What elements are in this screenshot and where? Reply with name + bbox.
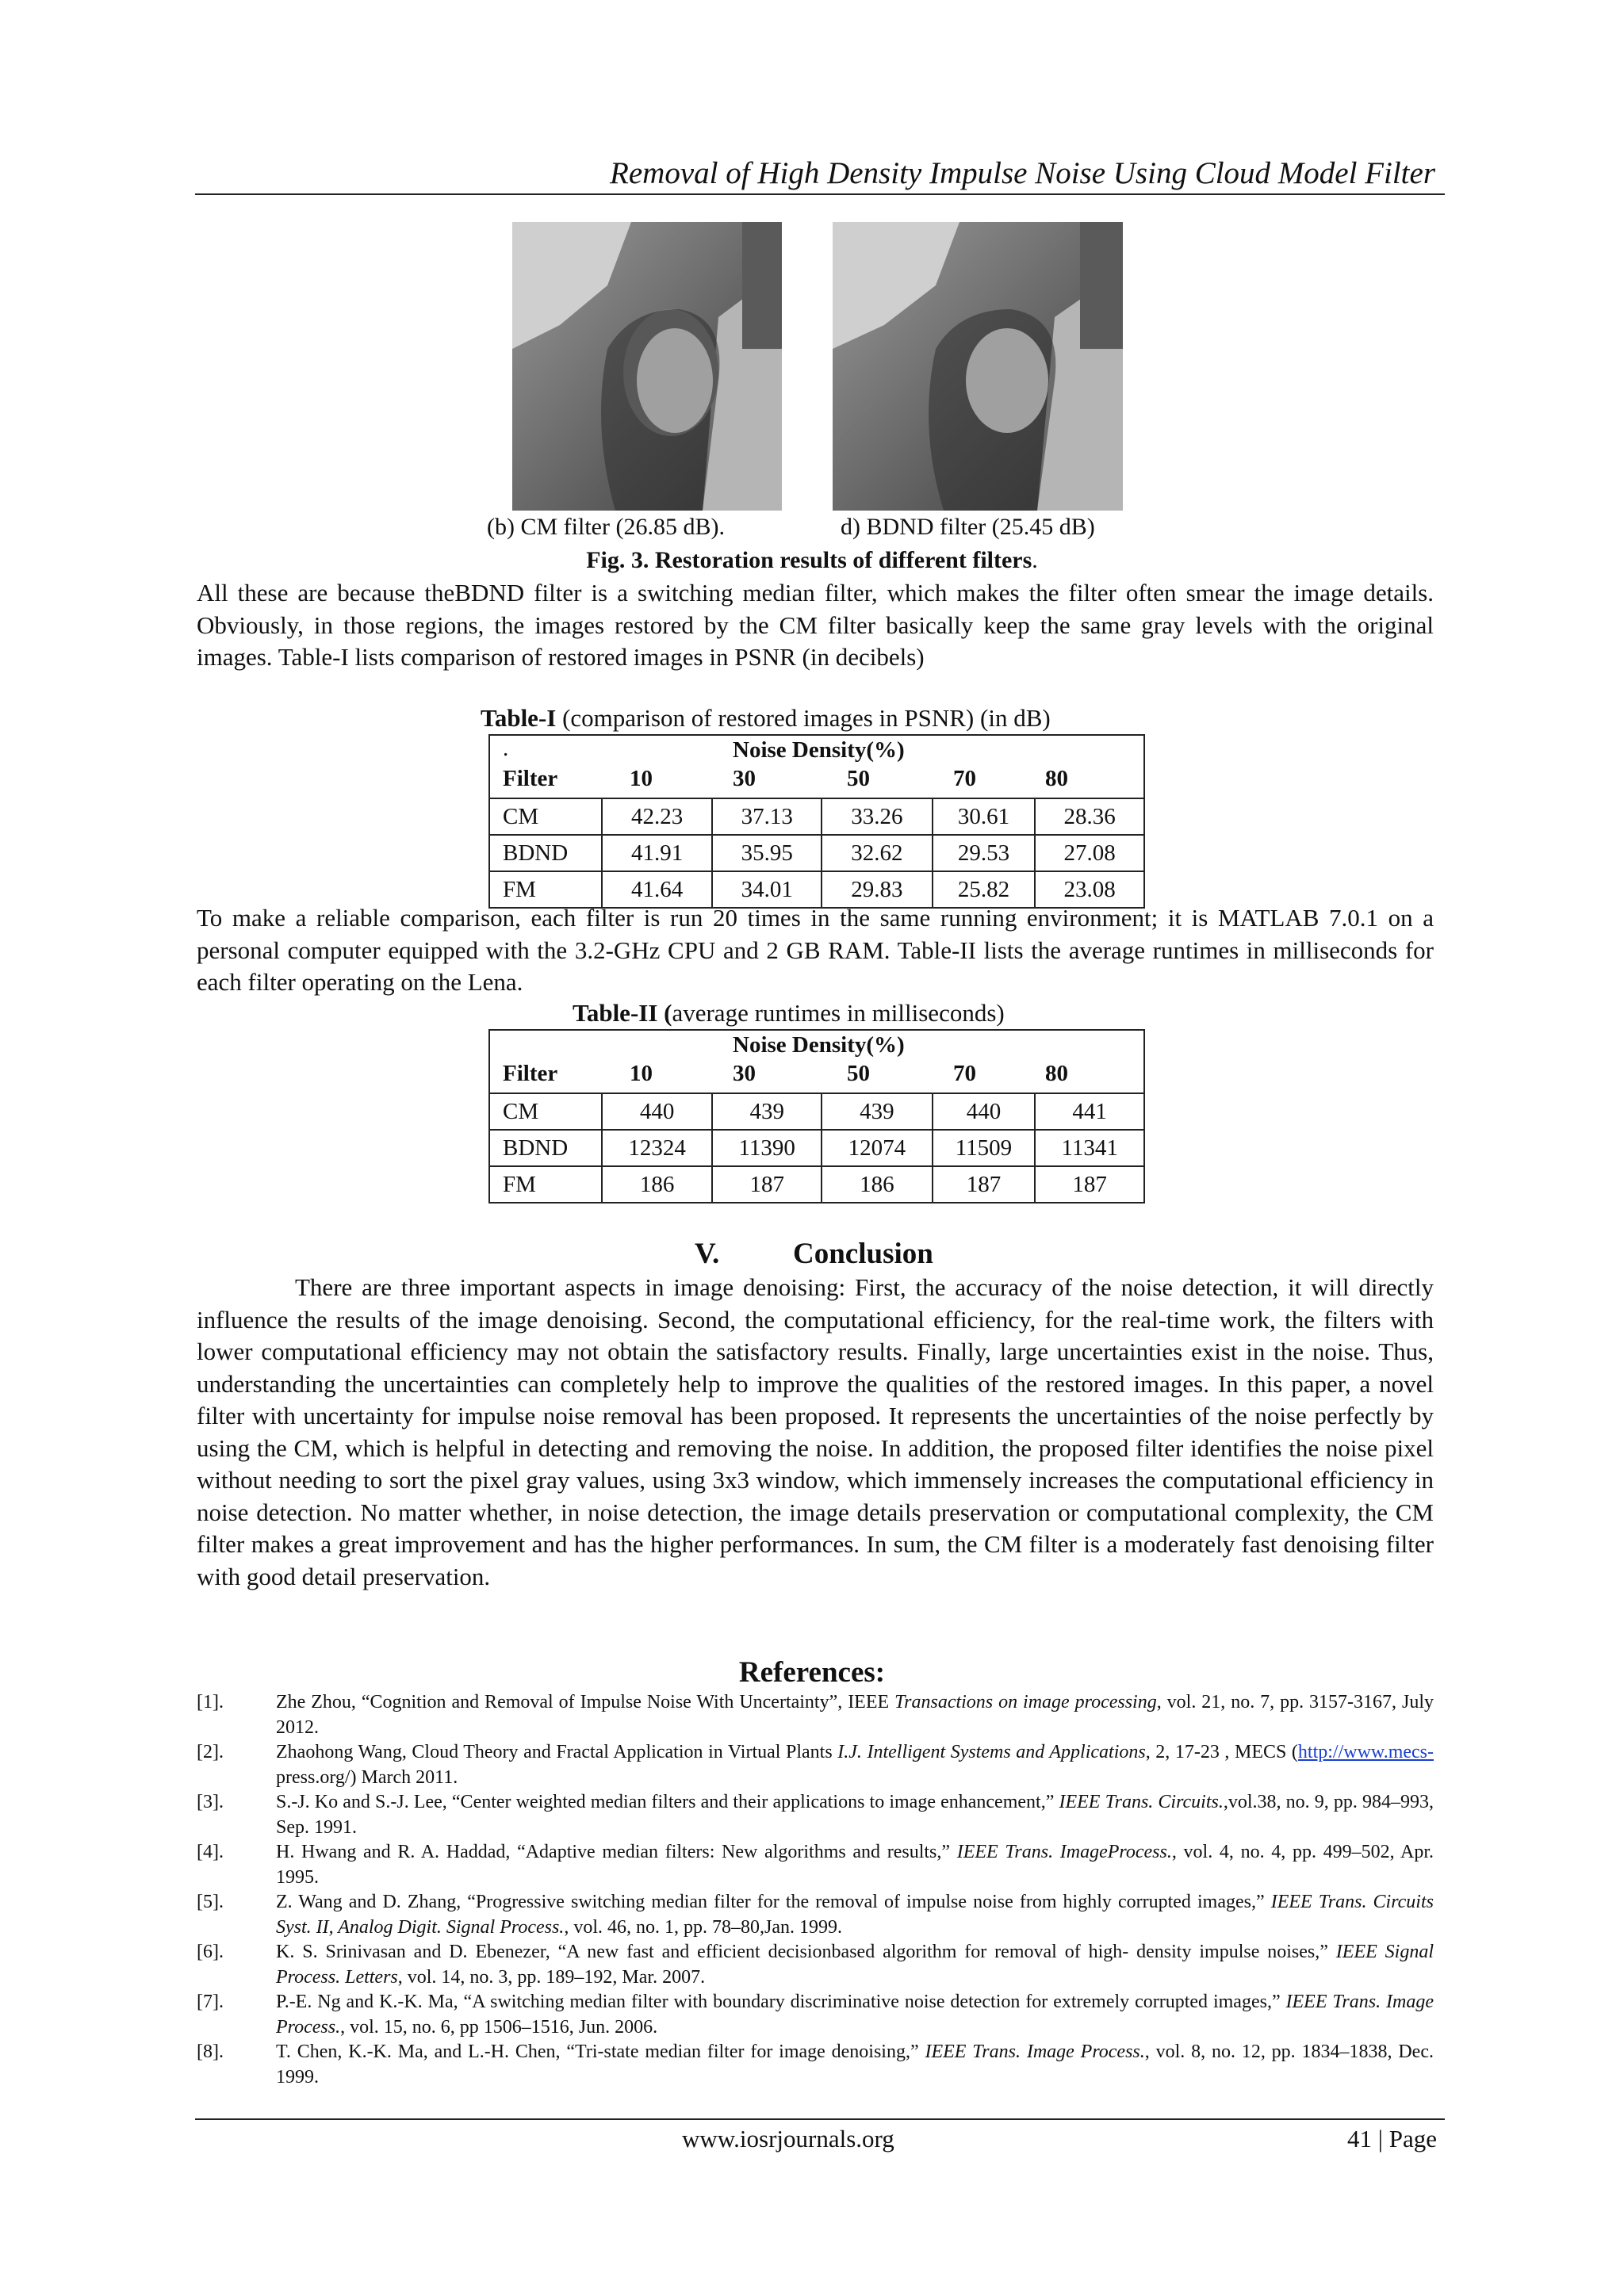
reference-text: T. Chen, K.-K. Ma, and L.-H. Chen, “Tri-state median filter for image denoising,” [276,2042,925,2062]
reference-venue: IEEE Trans. Image Process. [925,2042,1145,2062]
reference-text: Zhe Zhou, “Cognition and Removal of Impulse Noise With Uncertainty”, IEEE [276,1692,895,1712]
table2-density-70: 70 [953,1061,976,1086]
footer-website: www.iosrjournals.org [682,2125,894,2152]
table-row [489,1093,1144,1130]
reference-item [197,1690,1434,1740]
figure-title [0,547,1624,574]
table1-density-70: 70 [953,766,976,791]
table2-cell: 187 [712,1166,822,1203]
table2-density-10: 10 [630,1061,653,1086]
table2-cell-filter: CM [489,1093,602,1130]
table1-cell: 35.95 [712,835,822,871]
figure-image-bdnd-filter [833,222,1123,511]
table2-cell: 439 [712,1093,822,1130]
table1-density-30: 30 [733,766,756,791]
table1-cell: 41.64 [602,871,713,908]
reference-text: K. S. Srinivasan and D. Ebenezer, “A new fast and efficient decisionbased algorithm for removal of high- density impulse noises,” [276,1942,1336,1962]
table1-cell: 41.91 [602,835,713,871]
figure-title-end: . [1032,547,1038,573]
reference-text: Zhaohong Wang, Cloud Theory and Fractal Application in Virtual Plants [276,1742,838,1762]
reference-item [197,1940,1434,1990]
reference-item [197,1740,1434,1790]
reference-details: , vol. 46, no. 1, pp. 78–80,Jan. 1999. [564,1916,842,1938]
table2-cell: 440 [602,1093,713,1130]
table1-header-cell [489,735,1144,798]
reference-number: [8]. [197,2042,224,2062]
table2-header-cell [489,1030,1144,1093]
conclusion-paragraph: There are three important aspects in image denoising: First, the accuracy of the noise detection, it will directly influence the results of the image denoising. Second, the computational efficiency, for the real-time work, the filters with lower computational efficiency may not obtain the satisfactory results. Finally, large uncertainties exist in the noise. Thus, understanding the uncertainties can completely help to improve the qualities of the restored images. In this paper, a novel filter with uncertainty for impulse noise removal has been proposed. It represents the uncertainties of the noise perfectly by using the CM, which is helpful in detecting and removing the noise. In addition, the proposed filter identifies the noise pixel without needing to sort the pixel gray values, using 3x3 window, which immensely increases the computational efficiency in noise detection. No matter whether, in noise detection, the image details preservation or computational complexity, the CM filter makes a great improvement and has the higher performances. In sum, the CM filter is a moderately fast denoising filter with good detail preservation. [197,1273,1434,1590]
table1-cell: 29.83 [822,871,933,908]
table2-cell-filter: BDND [489,1130,602,1166]
running-title: Removal of High Density Impulse Noise Using Cloud Model Filter [610,156,1435,190]
table1-title-bold: Table-I [481,704,557,732]
table1-cell: 32.62 [822,835,933,871]
reference-details: , vol. 15, no. 6, pp 1506–1516, Jun. 2006. [340,2016,658,2038]
reference-venue: Transactions on image processing [894,1692,1157,1712]
reference-details: , vol. 4, no. 4, pp. 499–502, Apr. 1995. [276,1842,1434,1888]
table1-cell: 28.36 [1035,798,1144,835]
table2-cell: 12074 [822,1130,933,1166]
table2-header-row [489,1030,1144,1093]
table1 [488,734,1145,909]
reference-number: [7]. [197,1992,224,2012]
table2-density-80: 80 [1045,1061,1068,1086]
footer-page-number: 41 | Page [1347,2125,1437,2152]
reference-number: [4]. [197,1842,224,1862]
section-number: V. [695,1238,720,1270]
header-rule [195,193,1445,195]
reference-venue: IEEE Trans. Circuits. [1059,1792,1224,1812]
table-row [489,798,1144,835]
reference-item [197,1790,1434,1840]
reference-item [197,1840,1434,1890]
reference-number: [2]. [197,1742,224,1762]
table2-group-header: Noise Density(%) [733,1032,905,1058]
table2-cell: 439 [822,1093,933,1130]
table1-title [481,704,1051,733]
reference-venue: IEEE Trans. ImageProcess. [956,1842,1172,1862]
table2-cell: 440 [933,1093,1036,1130]
table1-cell: 29.53 [933,835,1036,871]
figure-image-cm-filter [512,222,782,511]
table2-density-30: 30 [733,1061,756,1086]
table2-cell-filter: FM [489,1166,602,1203]
table2-cell: 441 [1035,1093,1144,1130]
reference-list [197,1690,1434,2090]
reference-details: , 2, 17-23 , MECS ( [1145,1742,1298,1762]
reference-details: , vol. 21, no. 7, pp. 3157-3167, July 2012. [276,1692,1434,1738]
table2-filter-label: Filter [503,1061,558,1086]
table-row [489,835,1144,871]
reference-number: [3]. [197,1792,224,1812]
table1-cell: 37.13 [712,798,822,835]
table1-density-10: 10 [630,766,653,791]
table-row [489,1166,1144,1203]
table1-title-rest: (comparison of restored images in PSNR) (in dB) [556,704,1051,732]
footer-rule [195,2118,1445,2120]
table1-cell-filter: BDND [489,835,602,871]
table1-cell: 42.23 [602,798,713,835]
table1-density-80: 80 [1045,766,1068,791]
table1-cell: 25.82 [933,871,1036,908]
reference-venue: IEEE Trans. Image Process. [276,1992,1434,2038]
caption-d: d) BDND filter (25.45 dB) [841,514,1095,540]
reference-venue: I.J. Intelligent Systems and Applications [837,1742,1146,1762]
table2-cell: 11509 [933,1130,1036,1166]
table2-cell: 186 [822,1166,933,1203]
section-title: Conclusion [793,1238,933,1270]
table2-cell: 187 [933,1166,1036,1203]
reference-number: [6]. [197,1942,224,1962]
reference-number: [5]. [197,1892,224,1912]
table2-density-50: 50 [847,1061,870,1086]
reference-text: Z. Wang and D. Zhang, “Progressive switching median filter for the removal of impulse noise from highly corrupted images,” [276,1892,1271,1912]
table2-title-rest: average runtimes in milliseconds) [672,999,1005,1027]
reference-link[interactable]: http://www.mecs- [1297,1742,1434,1762]
references-title: References: [738,1656,886,1689]
reference-item [197,2040,1434,2090]
reference-number: [1]. [197,1692,224,1712]
table1-group-header: Noise Density(%) [733,737,905,763]
table1-cell: 27.08 [1035,835,1144,871]
reference-details: ,vol.38, no. 9, pp. 984–993, Sep. 1991. [276,1792,1434,1838]
figure-title-text: Fig. 3. Restoration results of different filters [586,547,1032,573]
reference-details-end: press.org/) March 2011. [276,1766,458,1788]
reference-text: P.-E. Ng and K.-K. Ma, “A switching median filter with boundary discriminative noise detection for extremely corrupted images,” [276,1992,1286,2012]
table1-header-row [489,735,1144,798]
table1-filter-label: Filter [503,766,558,791]
table2-cell: 187 [1035,1166,1144,1203]
table1-cell: 23.08 [1035,871,1144,908]
table2-title-bold: Table-II ( [573,999,672,1027]
reference-details: , vol. 14, no. 3, pp. 189–192, Mar. 2007. [397,1966,706,1988]
table2 [488,1029,1145,1203]
table-row [489,1130,1144,1166]
table1-density-50: 50 [847,766,870,791]
reference-details: , vol. 8, no. 12, pp. 1834–1838, Dec. 1999. [276,2042,1434,2087]
reference-text: H. Hwang and R. A. Haddad, “Adaptive median filters: New algorithms and results,” [276,1842,957,1862]
reference-text: S.-J. Ko and S.-J. Lee, “Center weighted median filters and their applications to image enhancement,” [276,1792,1059,1812]
table2-cell: 11341 [1035,1130,1144,1166]
paragraph-1: All these are because theBDND filter is a switching median filter, which makes the filter often smear the image details. Obviously, in those regions, the images restored by the CM filter basically keep the same gray levels with the original images. Table-I lists comparison of restored images in PSNR (in decibels) [197,579,1434,671]
table1-cell-filter: CM [489,798,602,835]
reference-venue: IEEE Signal Process. Letters [276,1942,1434,1988]
table2-title [573,999,1005,1027]
table1-cell: 30.61 [933,798,1036,835]
table1-cell-filter: FM [489,871,602,908]
table1-cell: 34.01 [712,871,822,908]
table1-dot: . [503,736,509,761]
table2-cell: 186 [602,1166,713,1203]
reference-item [197,1990,1434,2040]
table1-cell: 33.26 [822,798,933,835]
table2-cell: 11390 [712,1130,822,1166]
paragraph-2: To make a reliable comparison, each filter is run 20 times in the same running environment; it is MATLAB 7.0.1 on a personal computer equipped with the 3.2-GHz CPU and 2 GB RAM. Table-II lists the average runtimes in milliseconds for each filter operating on the Lena. [197,904,1434,996]
reference-item [197,1890,1434,1940]
table2-cell: 12324 [602,1130,713,1166]
reference-venue: IEEE Trans. Circuits Syst. II, Analog Digit. Signal Process. [276,1892,1434,1938]
caption-b: (b) CM filter (26.85 dB). [487,514,725,540]
